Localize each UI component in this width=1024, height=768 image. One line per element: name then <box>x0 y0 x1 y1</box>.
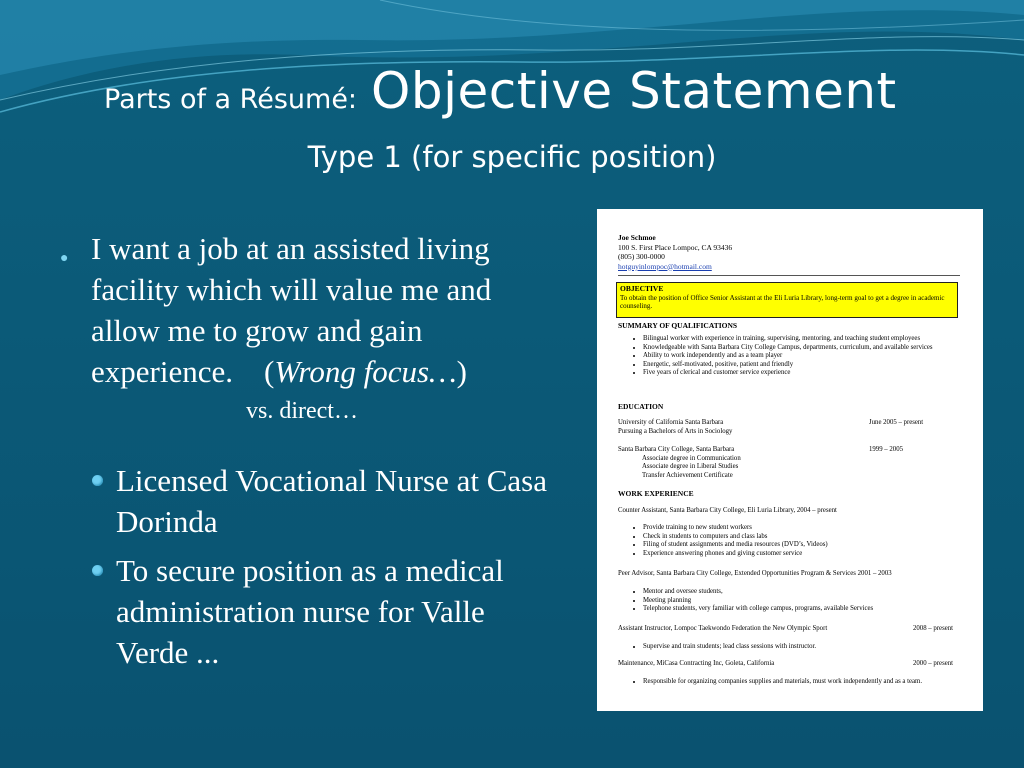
slide-title <box>104 62 897 120</box>
summary-heading: SUMMARY OF QUALIFICATIONS <box>618 321 738 330</box>
summary-list <box>633 335 973 378</box>
main-bullet <box>60 228 560 392</box>
objective-heading: OBJECTIVE <box>620 284 664 293</box>
edu1-date: June 2005 – present <box>869 419 924 426</box>
edu2-detail: Associate degree in Communication <box>642 454 741 462</box>
education-heading: EDUCATION <box>618 402 664 411</box>
example-item <box>90 550 560 673</box>
education-entry <box>618 446 963 480</box>
note-open: ( <box>263 354 275 389</box>
resume-header <box>618 233 732 271</box>
bullet-icon: ● <box>60 251 69 266</box>
job-duty: • Experience answering phones and giving customer service <box>643 550 973 559</box>
job4-date: 2000 – present <box>913 660 954 667</box>
vs-direct-text: vs. direct… <box>246 398 358 424</box>
job-duty: • Supervise and train students; lead class sessions with instructor. <box>643 643 973 652</box>
job3-title: Assistant Instructor, Lompoc Taekwondo Federation the New Olympic Sport <box>618 625 828 632</box>
summary-item: • Ability to work independently and as a team player <box>643 352 973 361</box>
example-text: To secure position as a medical administration nurse for Valle Verde ... <box>116 553 504 670</box>
job4-list <box>633 678 973 687</box>
job-duty: • Responsible for organizing companies supplies and materials, must work independently and as a team. <box>643 678 973 687</box>
bullet-dot-icon <box>92 565 103 576</box>
job4-entry <box>618 660 963 669</box>
job-duty: • Filing of student assignments and media resources (DVD’s, Videos) <box>643 541 973 550</box>
example-item <box>90 460 560 542</box>
job1-title: Counter Assistant, Santa Barbara City College, Eli Luria Library, 2004 – present <box>618 507 837 514</box>
edu1-detail: Pursuing a Bachelors of Arts in Sociology <box>618 427 733 435</box>
education-entry <box>618 419 963 436</box>
subtitle-text: Type 1 (for specific position) <box>307 140 717 174</box>
job2-title: Peer Advisor, Santa Barbara City College, Extended Opportunities Program & Services 2001 – 2003 <box>618 570 892 577</box>
resume-name: Joe Schmoe <box>618 233 656 242</box>
bullet-dot-icon <box>92 475 103 486</box>
note-close: ) <box>456 354 467 389</box>
resume-objective-box <box>616 282 958 318</box>
resume-email: hotguyinlompoc@hotmail.com <box>618 261 712 271</box>
example-list <box>90 460 560 681</box>
job1-list <box>633 524 973 558</box>
slide-subtitle <box>0 140 1024 174</box>
edu2-date: 1999 – 2005 <box>869 446 903 453</box>
summary-item: • Five years of clerical and customer service experience <box>643 369 973 378</box>
title-main: Objective Statement <box>371 62 897 120</box>
main-bullet-sentence: I want a job at an assisted living facility which will value me and allow me to grow and gain experience. <box>91 231 492 389</box>
job4-title: Maintenance, MiCasa Contracting Inc, Goleta, California <box>618 660 775 667</box>
objective-text: To obtain the position of Office Senior Assistant at the Eli Luria Library, long-term goal to get a degree in academic counseling. <box>620 293 945 310</box>
job-duty: • Check in students to computers and class labs <box>643 533 973 542</box>
summary-item: • Bilingual worker with experience in training, supervising, mentoring, and teaching student employees <box>643 335 973 344</box>
resume-divider <box>618 275 960 276</box>
work-heading: WORK EXPERIENCE <box>618 489 694 498</box>
edu2-detail: Transfer Achievement Certificate <box>642 471 733 479</box>
job-duty: • Provide training to new student workers <box>643 524 973 533</box>
summary-item: • Knowledgeable with Santa Barbara City College Campus, departments, curriculum, and available services <box>643 344 973 353</box>
wrong-focus-note: Wrong focus… <box>274 354 457 389</box>
resume-address: 100 S. First Place Lompoc, CA 93436 <box>618 242 733 252</box>
job3-date: 2008 – present <box>913 625 954 632</box>
edu2-school: Santa Barbara City College, Santa Barbara <box>618 446 735 453</box>
title-prefix: Parts of a Résumé: <box>104 84 358 115</box>
job-duty: • Telephone students, very familiar with college campus, programs, available Services <box>643 605 973 614</box>
job-duty: • Mentor and oversee students, <box>643 588 973 597</box>
resume-sample-image <box>597 209 983 711</box>
job3-list <box>633 643 973 652</box>
example-text: Licensed Vocational Nurse at Casa Dorinda <box>116 463 548 539</box>
main-bullet-text <box>91 228 560 392</box>
summary-item: • Energetic, self-motivated, positive, patient and friendly <box>643 361 973 370</box>
edu2-detail: Associate degree in Liberal Studies <box>642 463 739 471</box>
job2-list <box>633 588 973 614</box>
edu1-school: University of California Santa Barbara <box>618 419 724 426</box>
job-duty: • Meeting planning <box>643 597 973 606</box>
job3-entry <box>618 625 963 634</box>
resume-phone: (805) 300-0000 <box>618 252 665 261</box>
